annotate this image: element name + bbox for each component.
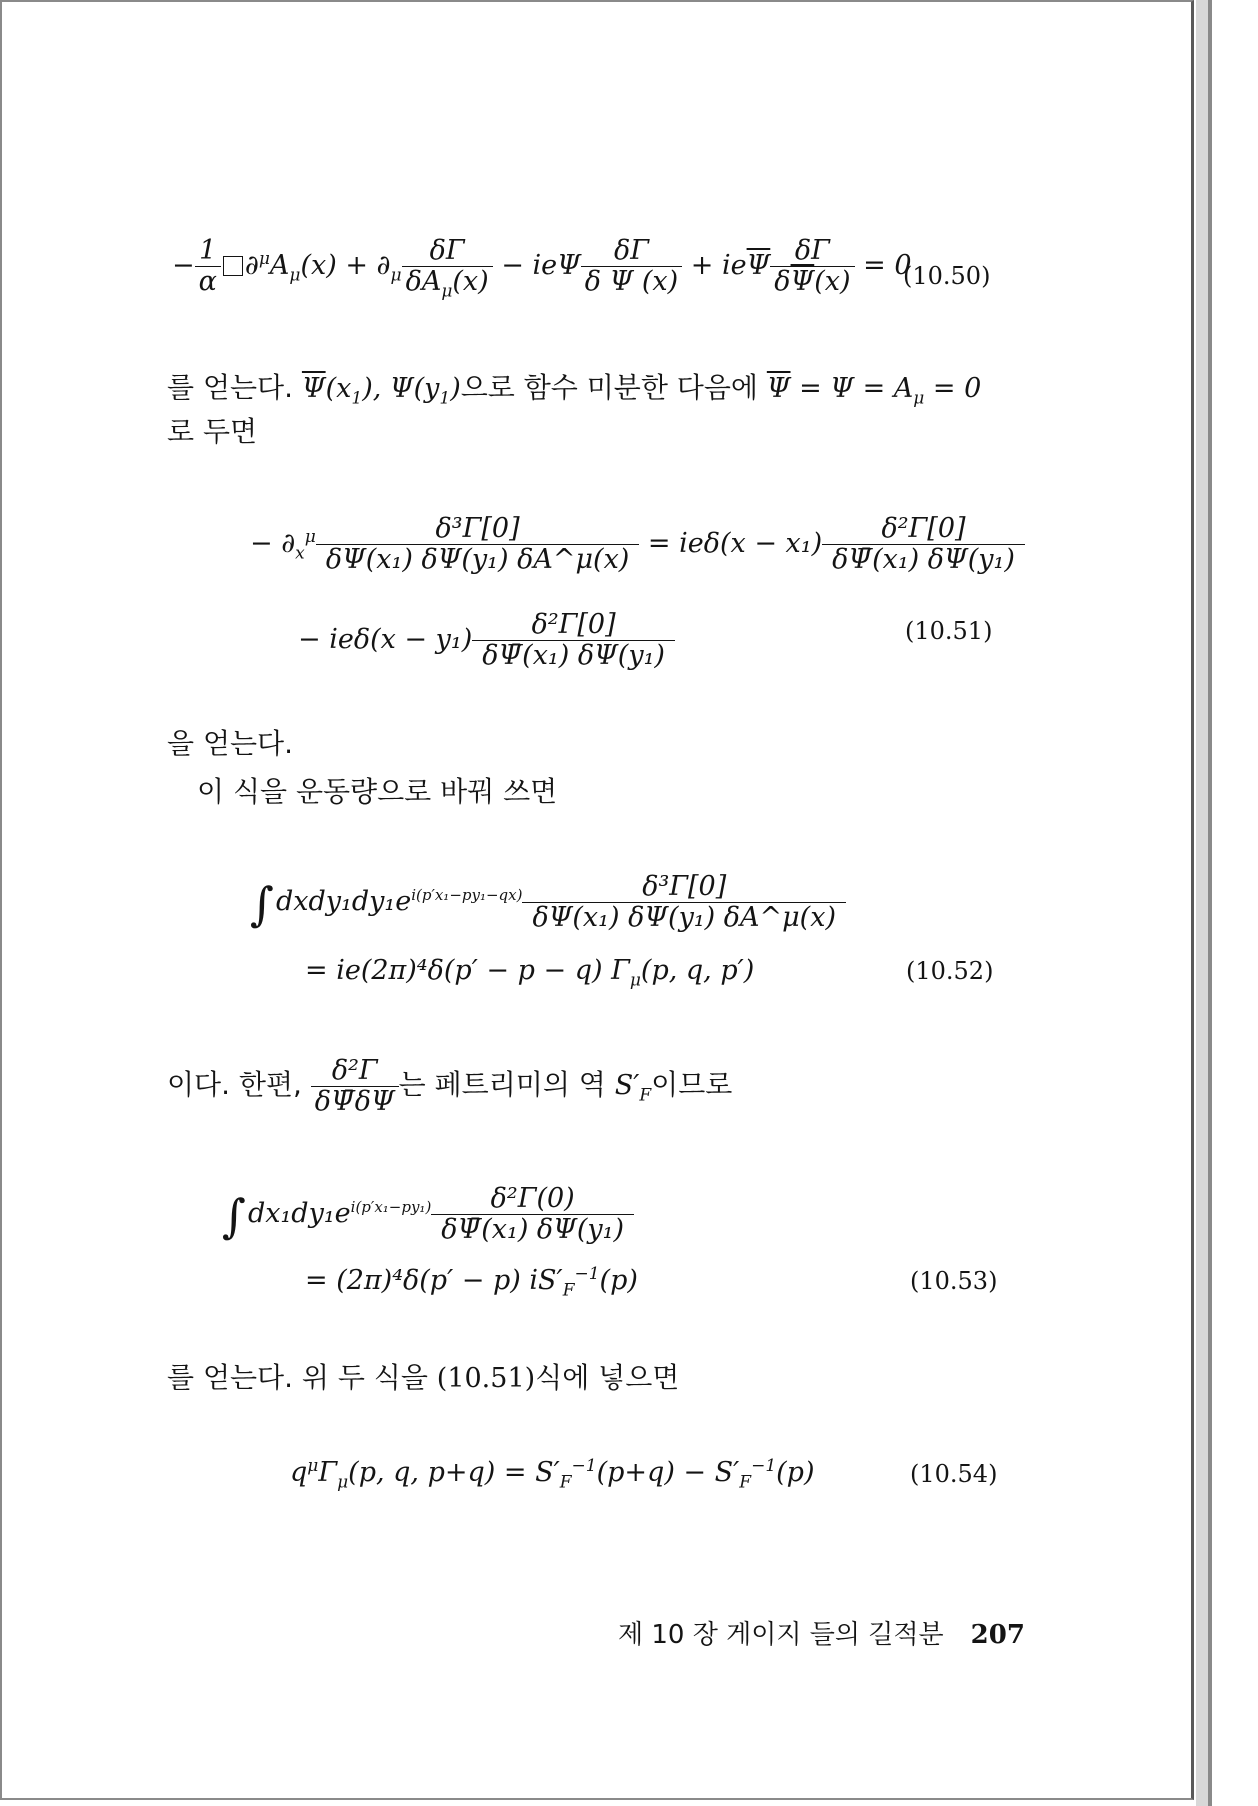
- equation-10-52-line2: = ie(2π)⁴δ(p′ − p − q) $\Gamma_\mu(p$, q, p′): [305, 955, 755, 991]
- fraction: $\frac{\text{δ³Γ[0]}}{\text{δΨ(x₁) δΨ(y₁) δA\textasciicircum{}μ(x)}}$: [316, 514, 640, 575]
- paragraph: 를 얻는다. 위 두 식을 (10.51)식에 넣으면: [167, 1361, 680, 1394]
- paragraph-line: 이 식을 운동량으로 바꿔 쓰면: [197, 775, 558, 808]
- equation-number: (10.54): [910, 1460, 998, 1488]
- equation-number: (10.51): [905, 617, 993, 645]
- fraction: $\frac{\text{δ²Γ[0]}}{\text{δΨ̄(x₁) δΨ(y₁)}}$: [822, 514, 1025, 575]
- page-edge-shadow: [1196, 0, 1208, 1806]
- chapter-title: 제 10 장 게이지 들의 길적분: [618, 1620, 944, 1650]
- equation-10-51-line2: − ieδ(x − y₁) $\frac{\text{δ²Γ[0]}}{\text{δΨ̄(x₁) δΨ(y₁)}}$: [298, 610, 675, 671]
- equation-number: (10.50): [903, 262, 991, 290]
- paragraph-line: 로 두면: [167, 415, 258, 448]
- fraction: $\frac{\text{δ²Γ[0]}}{\text{δΨ̄(x₁) δΨ(y₁)}}$: [472, 610, 675, 671]
- equation-number: (10.52): [906, 957, 994, 985]
- paragraph: 이다. 한편, $\frac{\text{δ²Γ}}{\delta\Psī\delta\Psi}$ 는 페트리미의 역 $S'_F$이므로: [167, 1055, 733, 1117]
- fraction: $\frac{\text{δ³Γ[0]}}{\text{δΨ(x₁) δΨ(y₁) δA\textasciicircum{}μ(x)}}$: [522, 872, 846, 933]
- fraction: $\frac{\delta\Gamma}{\delta A_\mu(x)}$: [402, 236, 493, 297]
- equation-10-50: − $\frac{1}{\alpha}$ $\partial^\mu A_\mu(x) + \partial_\mu$ $\frac{\delta\Gamma}{\delta A_\mu(x)}$ − ieΨ $\frac{\delta\Gamma}{\text{δ Ψ (x)}}$ + $ie\overline{\Psi}$ $\frac{\delta\Gamma}{\delta\overline{\Psi}(x)}$ = 0: [172, 235, 912, 302]
- paragraph-line: 을 얻는다.: [167, 727, 293, 760]
- equation-number: (10.53): [910, 1267, 998, 1295]
- page-margin: [1212, 0, 1258, 1806]
- running-footer: [618, 1614, 1025, 1651]
- equation-10-54: $q^\mu\Gamma_\mu(p$, q, $p+q) = S'_F^{-1}(p+q) - S'_F^{-1}(p)$: [290, 1456, 815, 1493]
- equation-10-51-line1: − $\partial_x^\mu$ $\frac{\text{δ³Γ[0]}}{\text{δΨ(x₁) δΨ(y₁) δA\textasciicircum{}μ(x)}}$ = ieδ(x − x₁) $\frac{\text{δ²Γ[0]}}{\text{δΨ̄(x₁) δΨ(y₁)}}$: [250, 514, 1025, 575]
- fraction: $\frac{\delta\Gamma}{\text{δ Ψ (x)}}$: [581, 236, 682, 297]
- equation-10-52-line1: $\int dxdy_1dy_1e^{i(p'x_1-py_1-qx)}$ $\frac{\text{δ³Γ[0]}}{\text{δΨ(x₁) δΨ(y₁) δA\textasciicircum{}μ(x)}}$: [250, 872, 846, 933]
- fraction: $\frac{\delta\Gamma}{\delta\overline{\Psi}(x)}$: [770, 236, 854, 297]
- equation-10-53-line1: $\int dx_1dy_1e^{i(p'x_1-py_1)}$ $\frac{\text{δ²Γ(0)}}{\text{δΨ̄(x₁) δΨ(y₁)}}$: [222, 1184, 634, 1245]
- fraction: $\frac{\text{δ²Γ(0)}}{\text{δΨ̄(x₁) δΨ(y₁)}}$: [431, 1184, 634, 1245]
- page-number: 207: [970, 1620, 1025, 1650]
- equation-10-53-line2: = (2π)⁴δ(p′ − p) $iS'_F^{-1}(p)$: [305, 1264, 638, 1301]
- fraction: $\frac{1}{\alpha}$: [195, 236, 221, 297]
- dalembertian-box-icon: [223, 256, 243, 276]
- paragraph: 를 얻는다. $\overline{\Psi}(x_1)$, $\Psi(y_1)$으로 함수 미분한 다음에 $\overline{\Psi} = \Psi = A_\mu = 0$: [167, 371, 982, 409]
- fraction: $\frac{\text{δ²Γ}}{\delta\Psī\delta\Psi}$: [311, 1056, 399, 1117]
